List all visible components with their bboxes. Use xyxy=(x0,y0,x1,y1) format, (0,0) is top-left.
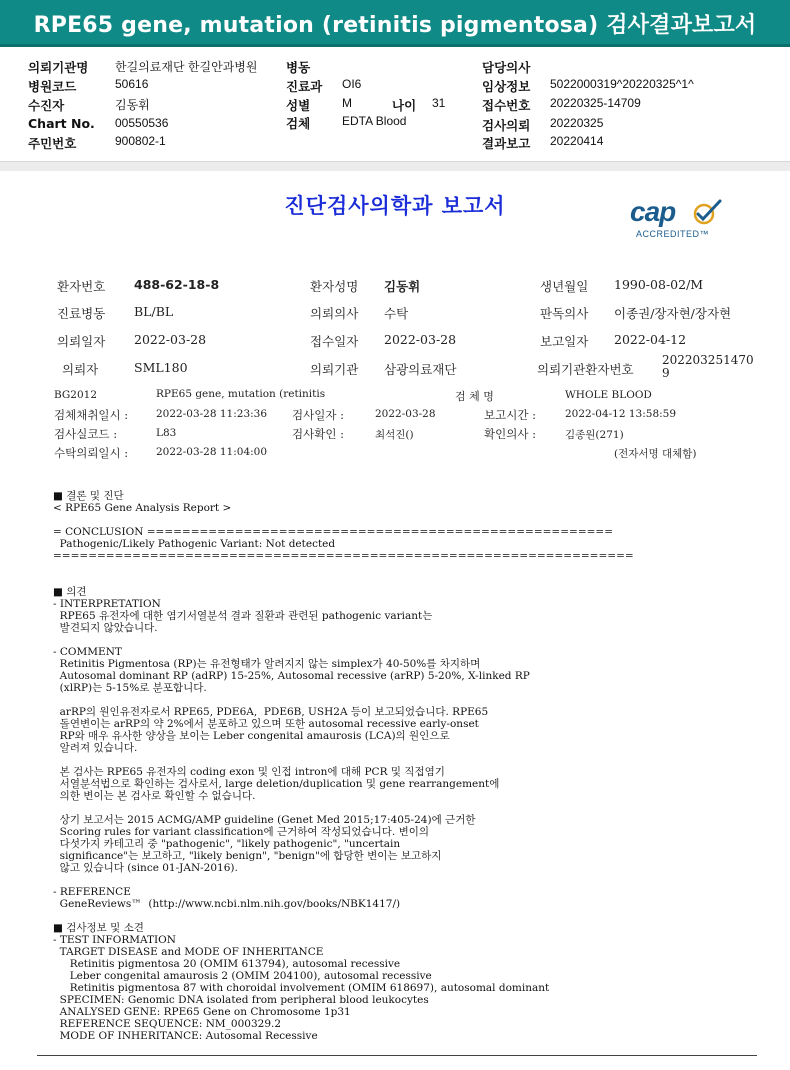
report-line: Leber congenital amaurosis 2 (OMIM 204100), autosomal recessive xyxy=(53,970,432,982)
patient-value: 9 xyxy=(662,366,670,380)
header-value: 5022000319^20220325^1^ xyxy=(550,77,694,91)
test-code: BG2012 xyxy=(54,389,98,401)
report-line: - REFERENCE xyxy=(53,886,131,898)
patient-value: SML180 xyxy=(134,360,188,375)
header-label: Chart No. xyxy=(28,116,95,131)
report-line: Pathogenic/Likely Pathogenic Variant: Not detected xyxy=(53,538,336,550)
cap-accredited-logo xyxy=(628,196,728,242)
patient-value: 삼광의료재단 xyxy=(384,362,457,377)
header-label: 수진자 xyxy=(28,98,65,113)
report-line: Autosomal dominant RP (adRP) 15-25%, Autosomal recessive (arRP) 5-20%, X-linked RP xyxy=(53,670,530,682)
time-label: 확인의사 : xyxy=(484,427,536,441)
header-value: 20220414 xyxy=(550,134,604,148)
report-line xyxy=(53,910,773,922)
header-label: 주민번호 xyxy=(28,136,77,151)
patient-label: 환자번호 xyxy=(57,279,106,294)
patient-value: 2022-03-28 xyxy=(134,332,207,347)
request-header xyxy=(0,50,790,160)
report-line: < RPE65 Gene Analysis Report > xyxy=(53,502,232,514)
time-value: L83 xyxy=(156,427,177,439)
patient-id: 488-62-18-8 xyxy=(134,277,220,292)
report-line xyxy=(53,802,773,814)
time-label: 보고시간 : xyxy=(484,408,536,422)
time-label: 검사일자 : xyxy=(292,408,344,422)
report-document xyxy=(0,170,790,1070)
time-value: 2022-03-28 11:04:00 xyxy=(156,446,268,458)
report-line: ■ 검사정보 및 소견 xyxy=(53,922,144,934)
banner-title: RPE65 gene, mutation (retinitis pigmentosa) 검사결과보고서 xyxy=(33,13,757,38)
patient-value: 수탁 xyxy=(384,306,409,321)
report-line: Scoring rules for variant classification에 근거하여 작성되었습니다. 변이의 xyxy=(53,826,429,838)
report-line xyxy=(53,562,773,574)
report-line: 본 검사는 RPE65 유전자의 coding exon 및 인접 intron에 대해 PCR 및 직접염기 xyxy=(53,766,445,778)
report-line: Retinitis pigmentosa 87 with choroidal involvement (OMIM 618697), autosomal dominant xyxy=(53,982,550,994)
report-line: - COMMENT xyxy=(53,646,122,658)
patient-label: 보고일자 xyxy=(540,334,589,349)
report-line: ================================================================== xyxy=(53,550,634,562)
time-label: 검사확인 : xyxy=(292,427,344,441)
report-line: REFERENCE SEQUENCE: NM_000329.2 xyxy=(53,1018,282,1030)
header-value: EDTA Blood xyxy=(342,114,407,128)
time-label: 수탁의뢰일시 : xyxy=(54,446,129,460)
patient-value: 202203251470 xyxy=(662,353,754,367)
report-line: GeneReviews™ (http://www.ncbi.nlm.nih.gov/books/NBK1417/) xyxy=(53,898,401,910)
report-line xyxy=(53,634,773,646)
time-value: 2022-04-12 13:58:59 xyxy=(565,408,677,420)
patient-name: 김동휘 xyxy=(384,279,421,294)
report-body xyxy=(53,490,773,1042)
header-label: 결과보고 xyxy=(482,136,531,151)
header-label: 접수번호 xyxy=(482,98,531,113)
patient-value: BL/BL xyxy=(134,304,174,319)
report-line: 돌연변이는 arRP의 약 2%에서 분포하고 있으며 또한 autosomal recessive early-onset xyxy=(53,718,479,730)
patient-label: 판독의사 xyxy=(540,306,589,321)
specimen-value: WHOLE BLOOD xyxy=(565,389,652,401)
header-label: 나이 xyxy=(392,98,417,113)
report-line: 다섯가지 카테고리 중 "pathogenic", "likely pathogenic", "uncertain xyxy=(53,838,401,850)
report-line: ■ 결론 및 진단 xyxy=(53,490,124,502)
patient-label: 의뢰일자 xyxy=(57,334,106,349)
header-label: 병동 xyxy=(286,60,311,75)
report-line: SPECIMEN: Genomic DNA isolated from peripheral blood leukocytes xyxy=(53,994,429,1006)
report-line: RP와 매우 유사한 양상을 보이는 Leber congenital amaurosis (LCA)의 원인으로 xyxy=(53,730,450,742)
report-line: 서열분석법으로 확인하는 검사로서, large deletion/duplication 및 gene rearrangement에 xyxy=(53,778,500,790)
patient-value: 2022-03-28 xyxy=(384,332,457,347)
report-line: arRP의 원인유전자로서 RPE65, PDE6A, PDE6B, USH2A 등이 보고되었습니다. RPE65 xyxy=(53,706,489,718)
header-label: 의뢰기관명 xyxy=(28,60,89,75)
header-label: 임상정보 xyxy=(482,79,531,94)
time-value: 최석진() xyxy=(375,429,414,441)
header-label: 담당의사 xyxy=(482,60,531,75)
specimen-label: 검 체 명 xyxy=(455,390,494,403)
header-value: 20220325 xyxy=(550,116,604,130)
report-line: Retinitis pigmentosa 20 (OMIM 613794), autosomal recessive xyxy=(53,958,401,970)
header-value: 50616 xyxy=(115,77,149,91)
patient-label: 환자성명 xyxy=(310,279,359,294)
report-line: significance"는 보고하고, "likely benign", "benign"에 합당한 변이는 보고하지 xyxy=(53,850,442,862)
report-line: - TEST INFORMATION xyxy=(53,934,176,946)
patient-value: 1990-08-02/M xyxy=(614,277,704,292)
report-line: MODE OF INHERITANCE: Autosomal Recessive xyxy=(53,1030,318,1042)
patient-value: 이종권/장자현/장자현 xyxy=(614,306,732,321)
patient-label: 접수일자 xyxy=(310,334,359,349)
time-label: 검사실코드 : xyxy=(54,427,118,441)
report-banner xyxy=(0,0,790,47)
patient-label: 의뢰기관 xyxy=(310,362,359,377)
report-line: RPE65 유전자에 대한 염기서열분석 결과 질환과 관련된 pathogenic variant는 xyxy=(53,610,433,622)
footer-divider xyxy=(37,1055,757,1056)
report-line: 발견되지 않았습니다. xyxy=(53,622,158,634)
header-label: 검사의뢰 xyxy=(482,118,531,133)
header-value: 한길의료재단 한길안과병원 xyxy=(115,60,258,74)
report-line: 상기 보고서는 2015 ACMG/AMP guideline (Genet Med 2015;17:405-24)에 근거한 xyxy=(53,814,476,826)
patient-label: 진료병동 xyxy=(57,306,106,321)
patient-label: 생년월일 xyxy=(540,279,589,294)
check-badge-icon xyxy=(690,198,726,226)
patient-label: 의뢰의사 xyxy=(310,306,359,321)
report-line xyxy=(53,754,773,766)
header-label: 병원코드 xyxy=(28,79,77,94)
header-value: M xyxy=(342,96,352,110)
cap-logo-sub: ACCREDITED™ xyxy=(636,229,710,239)
time-value: 2022-03-28 11:23:36 xyxy=(156,408,268,420)
e-signature-note: (전자서명 대체함) xyxy=(614,448,697,460)
report-line: ■ 의견 xyxy=(53,586,87,598)
cap-logo-word: cap xyxy=(630,196,676,227)
report-line xyxy=(53,514,773,526)
report-title: 진단검사의학과 보고서 xyxy=(284,193,506,218)
header-label: 검체 xyxy=(286,116,311,131)
report-line: Retinitis Pigmentosa (RP)는 유전형태가 알려지지 않는 simplex가 40-50%를 차지하며 xyxy=(53,658,481,670)
report-line: TARGET DISEASE and MODE OF INHERITANCE xyxy=(53,946,324,958)
report-line: - INTERPRETATION xyxy=(53,598,161,610)
patient-label: 의뢰기관환자번호 xyxy=(537,362,634,377)
header-value: 김동휘 xyxy=(115,98,150,112)
header-value: 31 xyxy=(432,96,446,110)
time-value: 2022-03-28 xyxy=(375,408,436,420)
header-value: OI6 xyxy=(342,77,362,91)
header-value: 20220325-14709 xyxy=(550,96,641,110)
report-line: 의한 변이는 본 검사로 확인할 수 없습니다. xyxy=(53,790,256,802)
patient-label: 의뢰자 xyxy=(62,362,99,377)
report-line: (xlRP)는 5-15%로 분포합니다. xyxy=(53,682,207,694)
report-line: 알려져 있습니다. xyxy=(53,742,138,754)
report-line xyxy=(53,694,773,706)
report-line xyxy=(53,874,773,886)
report-line: 않고 있습니다 (since 01-JAN-2016). xyxy=(53,862,238,874)
report-line: ANALYSED GENE: RPE65 Gene on Chromosome 1p31 xyxy=(53,1006,351,1018)
time-value: 김종원(271) xyxy=(565,429,624,441)
time-label: 검체채취일시 : xyxy=(54,408,129,422)
patient-value: 2022-04-12 xyxy=(614,332,687,347)
report-line: = CONCLUSION ===================================================== xyxy=(53,526,614,538)
report-line xyxy=(53,574,773,586)
header-value: 00550536 xyxy=(115,116,169,130)
header-value: 900802-1 xyxy=(115,134,166,148)
header-label: 성별 xyxy=(286,98,311,113)
test-name: RPE65 gene, mutation (retinitis xyxy=(156,388,326,400)
header-label: 진료과 xyxy=(286,79,323,94)
